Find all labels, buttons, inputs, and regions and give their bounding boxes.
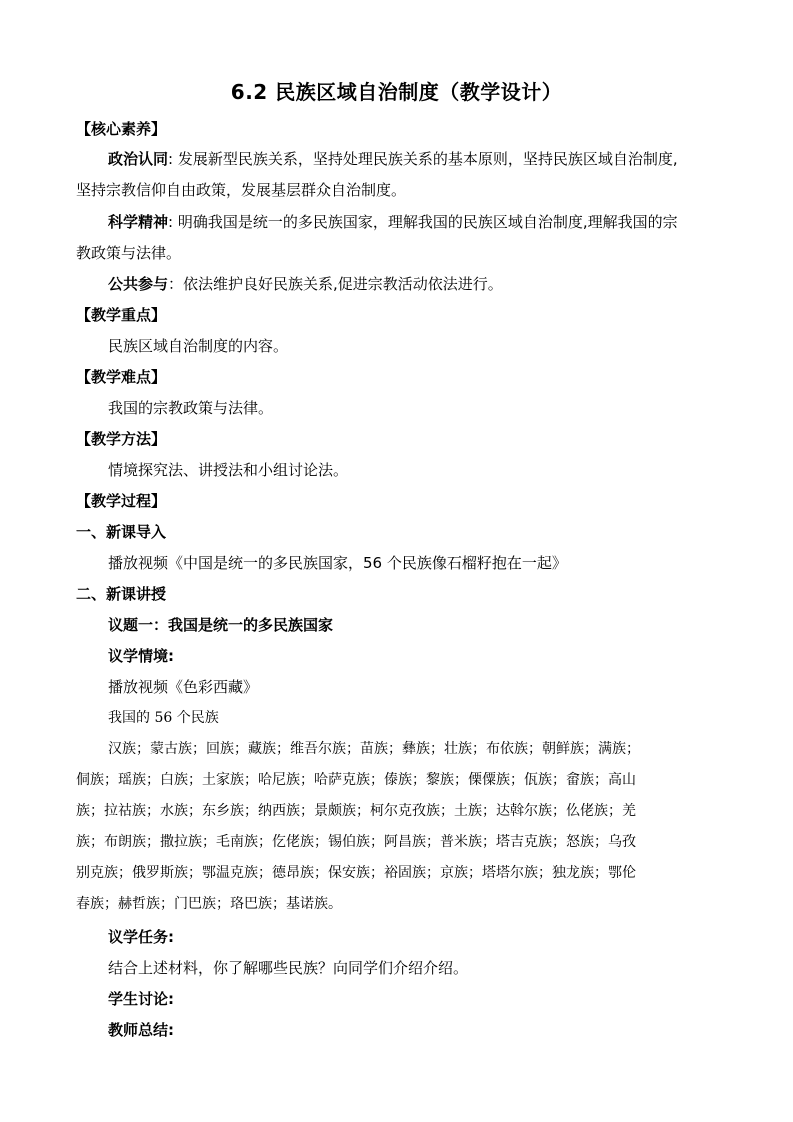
difficulty-text: 我国的宗教政策与法律。 (108, 399, 274, 417)
video-text: 播放视频《色彩西藏》 (108, 678, 259, 696)
key-point-text: 民族区域自治制度的内容。 (108, 337, 289, 355)
difficulty-heading: 【教学难点】 (76, 368, 167, 386)
scientific-spirit-label: 科学精神 (108, 213, 169, 231)
political-identity-text1: : 发展新型民族关系，坚持处理民族关系的基本原则，坚持民族区域自治制度, (168, 150, 678, 168)
task-label: 议学任务: (108, 928, 174, 946)
page-title: 6.2 民族区域自治制度（教学设计） (230, 80, 563, 104)
ethnic-groups-line: 别克族；俄罗斯族；鄂温克族；德昂族；保安族；裕固族；京族；塔塔尔族；独龙族；鄂伦 (76, 865, 636, 881)
ethnic-groups-line: 侗族；瑶族；白族；土家族；哈尼族；哈萨克族；傣族；黎族；傈僳族；佤族；畲族；高山 (76, 772, 636, 788)
ethnic-groups-line: 春族；赫哲族；门巴族；珞巴族；基诺族。 (76, 896, 342, 912)
process-heading: 【教学过程】 (76, 492, 167, 510)
task-text: 结合上述材料，你了解哪些民族？向同学们介绍介绍。 (108, 959, 469, 977)
public-participation-text: ：依法维护良好民族关系,促进宗教活动依法进行。 (168, 275, 503, 293)
ethnic-groups-line: 族；布朗族；撒拉族；毛南族；仡佬族；锡伯族；阿昌族；普米族；塔吉克族；怒族；乌孜 (76, 834, 636, 850)
scientific-spirit-line2: 教政策与法律。 (76, 244, 182, 262)
public-participation-line (108, 274, 503, 294)
ethnic-groups-line: 汉族；蒙古族；回族；藏族；维吾尔族；苗族；彝族；壮族；布依族；朝鲜族；满族； (108, 741, 640, 757)
scientific-spirit-text1: : 明确我国是统一的多民族国家，理解我国的民族区域自治制度,理解我国的宗 (168, 213, 678, 231)
topic-one-heading: 议题一：我国是统一的多民族国家 (108, 616, 334, 634)
ethnic-groups-title: 我国的 56 个民族 (108, 710, 219, 726)
political-identity-line2: 坚持宗教信仰自由政策，发展基层群众自治制度。 (76, 181, 407, 199)
method-heading: 【教学方法】 (76, 430, 167, 448)
public-participation-label: 公共参与 (108, 275, 169, 293)
intro-text: 播放视频《中国是统一的多民族国家，56 个民族像石榴籽抱在一起》 (108, 554, 567, 572)
key-point-heading: 【教学重点】 (76, 306, 167, 324)
political-identity-label: 政治认同 (108, 150, 169, 168)
discussion-label: 学生讨论: (108, 990, 174, 1008)
summary-label: 教师总结: (108, 1021, 174, 1039)
method-text: 情境探究法、讲授法和小组讨论法。 (108, 461, 349, 479)
scientific-spirit-line1 (108, 212, 678, 232)
situation-label: 议学情境: (108, 647, 174, 665)
intro-heading: 一、新课导入 (76, 523, 167, 541)
ethnic-groups-line: 族；拉祜族；水族；东乡族；纳西族；景颇族；柯尔克孜族；土族；达斡尔族；仫佬族；羌 (76, 803, 636, 819)
political-identity-line1 (108, 149, 678, 169)
core-literacy-heading: 【核心素养】 (76, 120, 167, 138)
lecture-heading: 二、新课讲授 (76, 585, 167, 603)
